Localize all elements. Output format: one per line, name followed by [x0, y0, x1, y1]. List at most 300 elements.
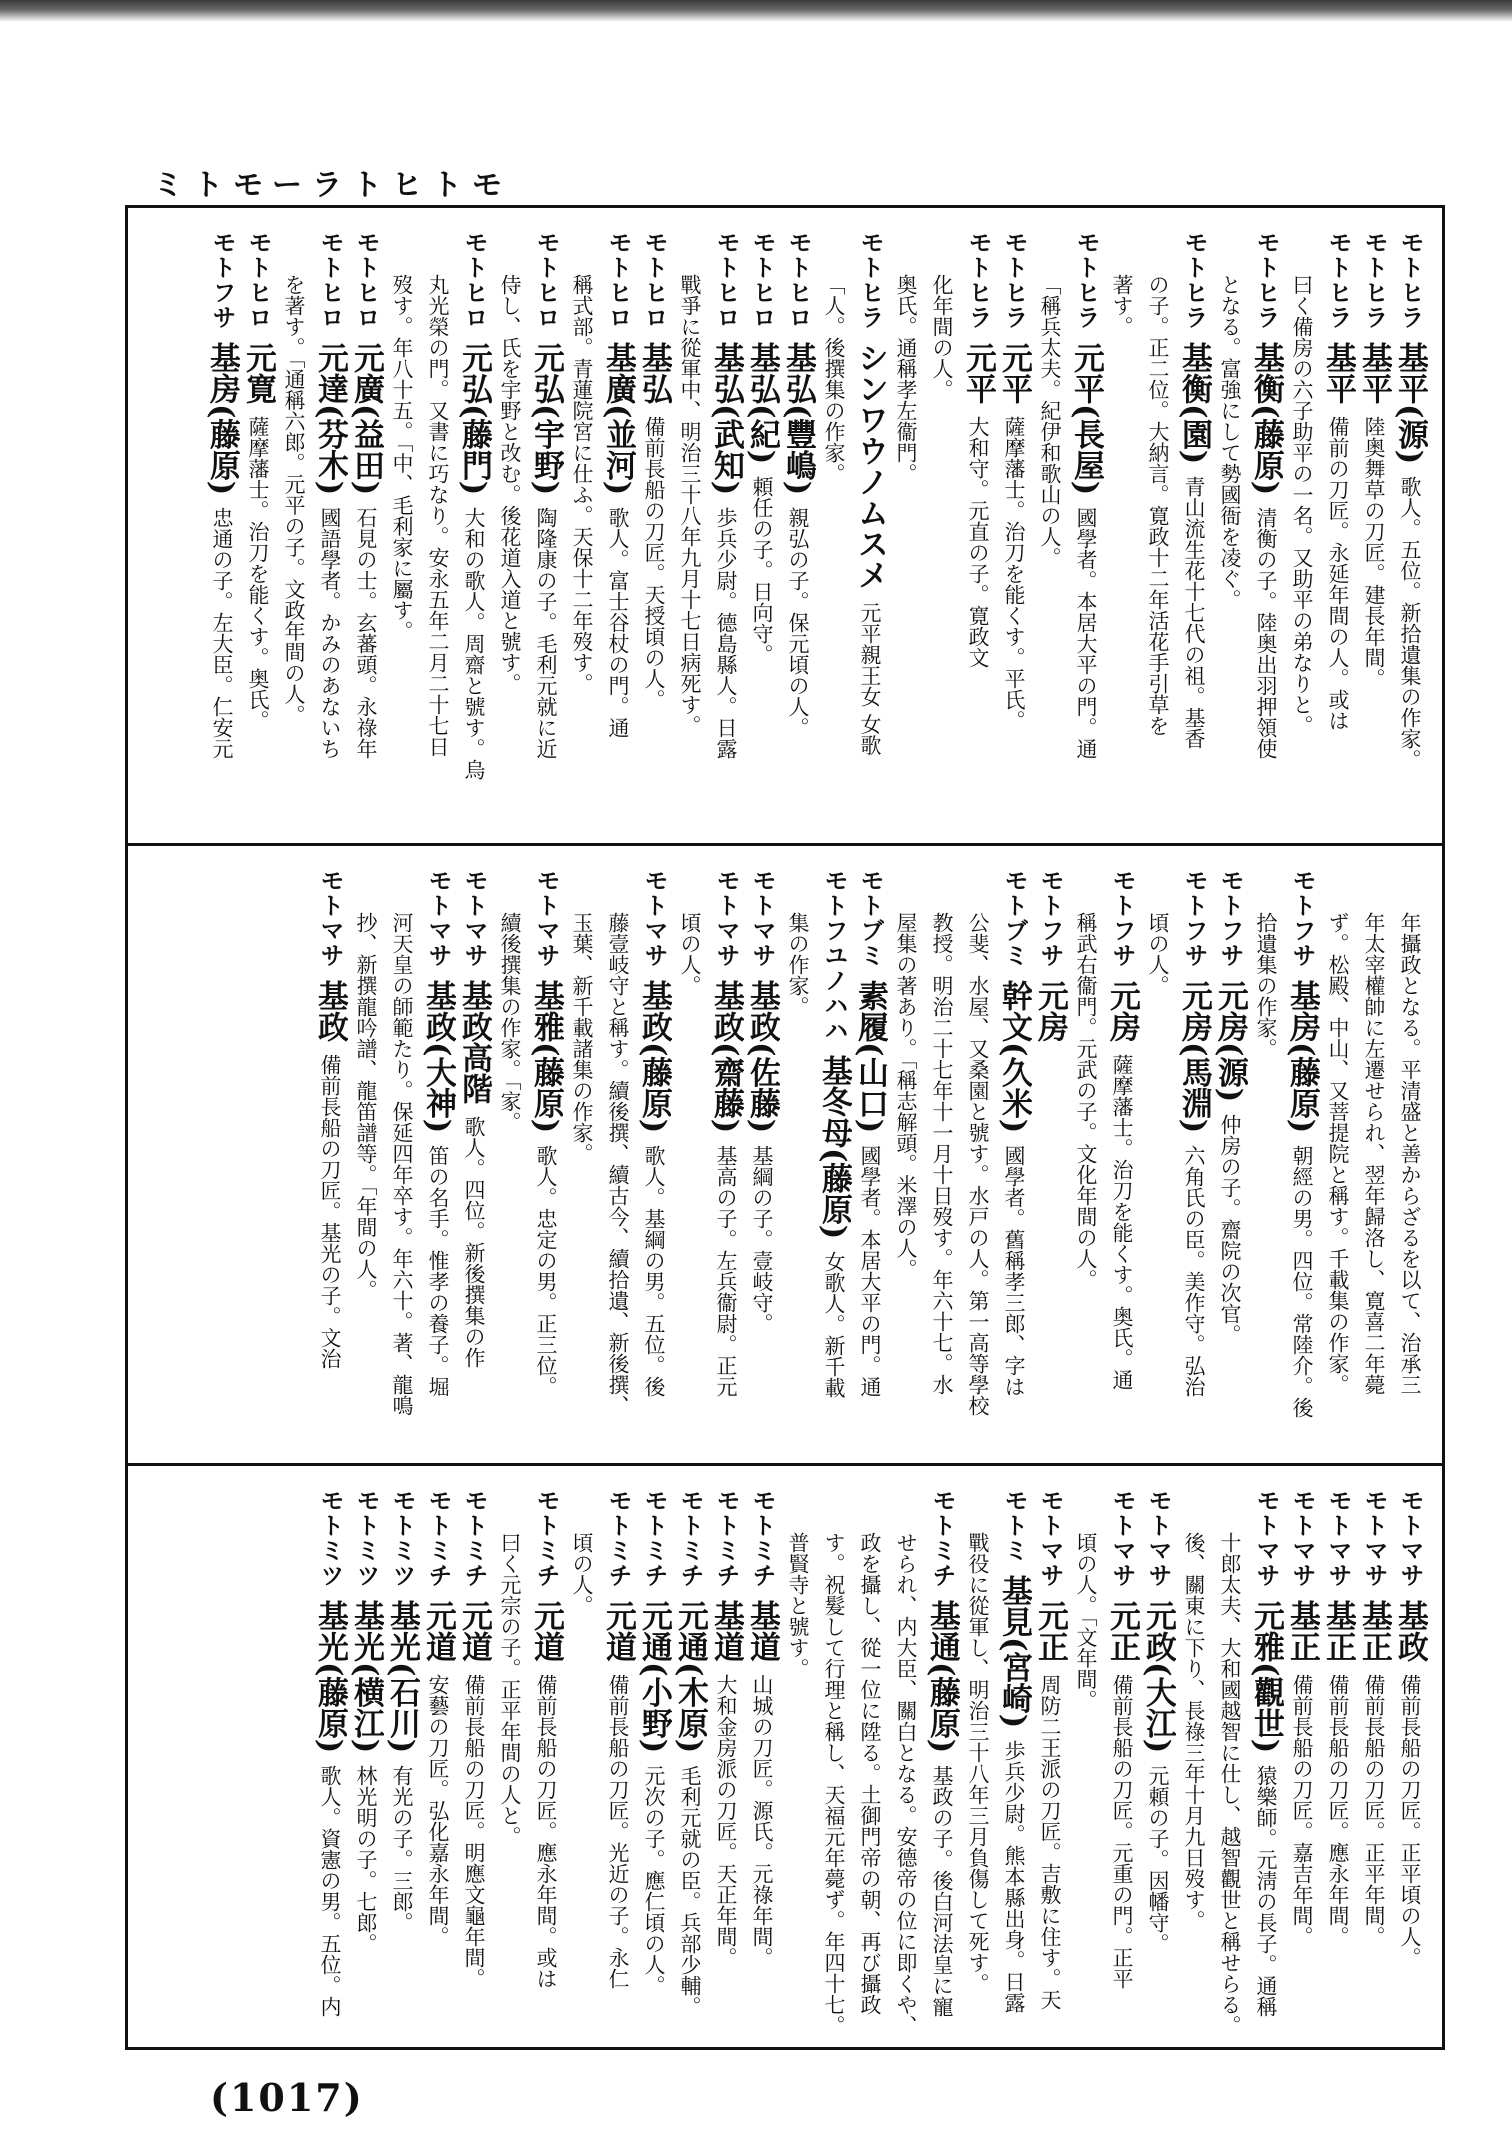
continuation-column	[1032, 230, 1068, 843]
entry-text: 石見の士。玄蕃頭。永祿年	[354, 507, 378, 760]
continuation-column	[816, 1488, 852, 2053]
entry-text: 備前長船の刀匠。基光の子。文治	[318, 1054, 342, 1369]
entry-text: 年攝政となる。平清盛と善からざるを以て、治承三	[1398, 912, 1422, 1395]
entry-headword: 基平	[1320, 342, 1356, 404]
entry-text: 戰爭に從軍中、明治三十八年九月十七日病死す。	[678, 274, 702, 736]
entry-headword: 基道	[744, 1600, 780, 1662]
entry-reading: モトヒロ	[244, 230, 272, 330]
entry-column	[600, 1488, 636, 2053]
entry-text: 頼任の子。日向守。	[750, 476, 774, 666]
entry-text: 元頼の子。因幡守。	[1146, 1765, 1170, 1955]
entry-headword: 基政	[312, 980, 348, 1042]
entry-text: の子。正二位。大納言。寛政十二年活花手引草を	[1146, 274, 1170, 736]
continuation-column	[492, 230, 528, 843]
entry-text: 「人。後撰集の作家。	[822, 274, 846, 484]
entry-column	[996, 868, 1032, 1463]
continuation-column	[1140, 230, 1176, 843]
continuation-column	[780, 1488, 816, 2053]
entry-column	[1140, 1488, 1176, 2053]
entry-reading: モトマサ	[712, 868, 740, 968]
entry-column	[672, 1488, 708, 2053]
entry-text: 備前長船の刀匠。應永年間。或は	[534, 1674, 558, 1989]
entry-headword: 元弘(宇野)	[528, 342, 564, 496]
entry-text: 林光明の子。七郎。	[354, 1765, 378, 1955]
entry-headword: 基弘(紀)	[744, 342, 780, 465]
entry-text: 備前長船の刀匠。正平年間。	[1362, 1674, 1386, 1947]
entry-reading: モトヒロ	[352, 230, 380, 330]
entry-text: 曰く元宗の子。正平年間の人と。	[498, 1532, 522, 1847]
entry-column	[1212, 868, 1248, 1463]
entry-text: 基政の子。後白河法皇に寵	[930, 1765, 954, 2018]
entry-column	[420, 868, 456, 1463]
entry-text: 周防二王派の刀匠。吉敷に住す。天	[1038, 1674, 1062, 2010]
entry-reading: モトミツ	[388, 1488, 416, 1588]
entry-text: 屋集の著あり。「稱志解頭。米澤の人。	[894, 912, 918, 1280]
entry-headword: 基道	[708, 1600, 744, 1662]
entry-text: 薩摩藩士。治刀を能くす。奥氏。	[246, 416, 270, 731]
entry-headword: 元平(長屋)	[1068, 342, 1104, 496]
entry-reading: モトフサ	[1288, 868, 1316, 968]
continuation-column	[852, 1488, 888, 2053]
entry-headword: 基雅(藤原)	[528, 980, 564, 1134]
continuation-column	[1140, 868, 1176, 1463]
entry-text: 稱式部。青蓮院宮に仕ふ。天保十二年歿す。	[570, 274, 594, 694]
entry-reading: モトマサ	[424, 868, 452, 968]
entry-headword: 元通(小野)	[636, 1600, 672, 1754]
continuation-column	[564, 1488, 600, 2053]
entry-reading: モトマサ	[1144, 1488, 1172, 1588]
entry-headword: 基正	[1320, 1600, 1356, 1662]
continuation-column	[1392, 868, 1428, 1463]
entry-text: 基綱の子。壹岐守。	[750, 1145, 774, 1335]
entry-reading: モトミチ	[676, 1488, 704, 1588]
entry-reading: モトミ	[1000, 1488, 1028, 1563]
continuation-column	[1068, 868, 1104, 1463]
entry-reading: モトヒラ	[1000, 230, 1028, 330]
entry-reading: モトフサ	[208, 230, 236, 330]
entry-column	[528, 1488, 564, 2053]
entry-text: 歌人。五位。新拾遺集の作家。	[1398, 476, 1422, 771]
entry-reading: モトヒラ	[1252, 230, 1280, 330]
entry-text: 稱武右衞門。元武の子。文化年間の人。	[1074, 912, 1098, 1290]
entry-headword: 元寛	[240, 342, 276, 404]
entry-headword: 元道	[420, 1600, 456, 1662]
entry-headword: 元道	[528, 1600, 564, 1662]
entry-reading: モトマサ	[1108, 1488, 1136, 1588]
entry-headword: 元平	[960, 342, 996, 404]
entry-text: 六角氏の臣。美作守。弘治	[1182, 1145, 1206, 1398]
entry-text: 陸奥舞草の刀匠。建長年間。	[1362, 416, 1386, 689]
entry-text: 元次の子。應仁頃の人。	[642, 1765, 666, 1997]
entry-headword: 基平	[1356, 342, 1392, 404]
entry-column	[1320, 1488, 1356, 2053]
entry-text: 仲房の子。齋院の次官。	[1218, 1114, 1242, 1346]
entry-text: 國學者。本居大平の門。通	[1074, 507, 1098, 760]
entry-reading: モトマサ	[1360, 1488, 1388, 1588]
entry-reading: モトマサ	[640, 868, 668, 968]
entry-reading: モトミツ	[352, 1488, 380, 1588]
entry-column	[1176, 868, 1212, 1463]
entry-text: 山城の刀匠。源氏。元祿年間。	[750, 1674, 774, 1968]
entry-column	[456, 1488, 492, 2053]
entry-text: 頃の人。	[570, 1532, 594, 1616]
entry-reading: モトヒロ	[532, 230, 560, 330]
tier-top	[128, 208, 1442, 843]
entry-text: 元平親王女 女歌	[858, 602, 882, 756]
entry-headword: 基弘(武知)	[708, 342, 744, 496]
entry-reading: モトマサ	[1396, 1488, 1424, 1588]
entry-text: 備前の刀匠。永延年間の人。或は	[1326, 416, 1350, 731]
entry-text: 大和の歌人。周齋と號す。烏	[462, 507, 486, 781]
entry-text: ず。松殿、中山、又菩提院と稱す。千載集の作家。	[1326, 912, 1350, 1395]
entry-text: 玉葉、新千載諸集の作家。	[570, 912, 594, 1164]
entry-headword: 元房(馬淵)	[1176, 980, 1212, 1134]
entry-headword: 基正	[1284, 1600, 1320, 1662]
entry-text: 奥氏。通稱孝左衞門。	[894, 274, 918, 484]
entry-headword: 基光(藤原)	[312, 1600, 348, 1754]
entry-headword: 基政(齋藤)	[708, 980, 744, 1134]
entry-text: す。祝髮して行理と稱し、天福元年薨ず。年四十七。	[822, 1532, 846, 2036]
entry-text: 國語學者。かみのあないち	[318, 507, 342, 760]
entry-reading: モトフサ	[1216, 868, 1244, 968]
entry-reading: モトミチ	[712, 1488, 740, 1588]
entry-reading: モトミツ	[316, 1488, 344, 1588]
entry-reading: モトヒラ	[964, 230, 992, 330]
entry-column	[1392, 1488, 1428, 2053]
entry-column	[1284, 1488, 1320, 2053]
continuation-column	[924, 230, 960, 843]
entry-headword: 基房(藤原)	[204, 342, 240, 496]
entry-column	[960, 230, 996, 843]
entry-reading: モトヒロ	[784, 230, 812, 330]
entry-text: 後、關東に下り、長祿三年十月九日歿す。	[1182, 1532, 1206, 1931]
entry-text: 備前長船の刀匠。應永年間。	[1326, 1674, 1350, 1947]
entry-column	[456, 230, 492, 843]
entry-text: 年太宰權帥に左遷せられ、翌年歸洛し、寛喜二年薨	[1362, 912, 1386, 1395]
entry-column	[1248, 230, 1284, 843]
entry-text: 教授。明治二十七年十一月十日歿す。年六十七。水	[930, 912, 954, 1395]
entry-headword: 基見(宮崎)	[996, 1575, 1032, 1729]
entry-column	[636, 230, 672, 843]
entry-text: 朝經の男。四位。常陸介。後	[1290, 1145, 1314, 1419]
entry-text: 普賢寺と號す。	[786, 1532, 810, 1679]
entry-column	[1320, 230, 1356, 843]
entry-text: 歩兵少尉。德島縣人。日露	[714, 507, 738, 760]
entry-text: 歌人。忠定の男。正三位。	[534, 1145, 558, 1398]
entry-headword: 元道	[600, 1600, 636, 1662]
entry-text: 歌人。富士谷杖の門。通	[606, 507, 630, 739]
entry-headword: 元達(芬木)	[312, 342, 348, 496]
entry-column	[456, 868, 492, 1463]
entry-headword: 元道	[456, 1600, 492, 1662]
entry-text: 歌人。基綱の男。五位。後	[642, 1145, 666, 1398]
entry-reading: モトヒロ	[640, 230, 668, 330]
entry-text: を著す。「通稱六郎。元平の子。文政年間の人。	[282, 274, 306, 726]
entry-column	[348, 230, 384, 843]
continuation-column	[924, 868, 960, 1463]
entry-headword: 基正	[1356, 1600, 1392, 1662]
entry-headword: シンワウノムスメ	[852, 342, 888, 590]
entry-column	[1104, 868, 1140, 1463]
entry-column	[744, 230, 780, 843]
entry-headword: 元正	[1104, 1600, 1140, 1662]
running-head: ミトモーラトヒトモ	[153, 168, 512, 203]
continuation-column	[1248, 868, 1284, 1463]
entry-reading: モトヒラ	[1360, 230, 1388, 330]
entry-column	[1392, 230, 1428, 843]
entry-text: 公斐、水屋、又桑園と號す。水戸の人。第一高等學校	[966, 912, 990, 1416]
entry-text: 十郎太夫、大和國越智に仕し、越智觀世と稱せらる。	[1218, 1532, 1242, 2036]
entry-reading: モトマサ	[1324, 1488, 1352, 1588]
entry-text: 頃の人。	[678, 912, 702, 996]
entry-column	[708, 1488, 744, 2053]
entry-text: 歌人。四位。新後撰集の作	[462, 1116, 486, 1368]
entry-column	[744, 868, 780, 1463]
entry-reading: モトフサ	[1180, 868, 1208, 968]
entry-reading: モトミチ	[928, 1488, 956, 1588]
entry-headword: 素履(山口)	[852, 980, 888, 1134]
continuation-column	[672, 230, 708, 843]
entry-text: 集の作家。	[786, 912, 810, 1017]
entry-column	[348, 1488, 384, 2053]
entry-reading: モトヒラ	[1396, 230, 1424, 330]
continuation-column	[960, 868, 996, 1463]
entry-headword: 基政	[1392, 1600, 1428, 1662]
continuation-column	[384, 230, 420, 843]
entry-text: 備前長船の刀匠。正平頃の人。	[1398, 1674, 1422, 1968]
entry-column	[996, 230, 1032, 843]
entry-column	[816, 868, 852, 1463]
entry-reading: モトマサ	[748, 868, 776, 968]
entry-text: 笛の名手。惟孝の養子。堀	[426, 1145, 450, 1398]
entry-text: 拾遺集の作家。	[1254, 912, 1278, 1059]
entry-text: 備前長船の刀匠。明應文龜年間。	[462, 1674, 486, 1989]
entry-column	[312, 230, 348, 843]
entry-column	[528, 230, 564, 843]
continuation-column	[960, 1488, 996, 2053]
entry-column	[744, 1488, 780, 2053]
entry-headword: 基政(大神)	[420, 980, 456, 1134]
entry-text: 青山流生花十七代の祖。基香	[1182, 476, 1206, 750]
entry-headword: 基弘(豐嶋)	[780, 342, 816, 496]
entry-reading: モトヒロ	[460, 230, 488, 330]
entry-headword: 元雅(觀世)	[1248, 1600, 1284, 1754]
continuation-column	[672, 868, 708, 1463]
continuation-column	[888, 230, 924, 843]
entry-column	[528, 868, 564, 1463]
page-number: (1017)	[210, 2075, 364, 2120]
entry-headword: 幹文(久米)	[996, 980, 1032, 1134]
entry-column	[780, 230, 816, 843]
entry-column	[852, 230, 888, 843]
tier-bottom	[128, 1463, 1442, 2053]
entry-text: 安藝の刀匠。弘化嘉永年間。	[426, 1674, 450, 1947]
entry-column	[312, 1488, 348, 2053]
entry-reading: モトマサ	[460, 868, 488, 968]
entry-reading: モトヒラ	[1324, 230, 1352, 330]
entry-text: 頃の人。「文年間。	[1074, 1532, 1098, 1711]
entry-reading: モトヒロ	[316, 230, 344, 330]
entry-headword: 元廣(益田)	[348, 342, 384, 496]
continuation-column	[1320, 868, 1356, 1463]
entry-text: 有光の子。三郎。	[390, 1765, 414, 1934]
continuation-column	[1176, 1488, 1212, 2053]
entry-headword: 基冬母(藤原)	[816, 1055, 852, 1240]
entry-reading: モトヒラ	[856, 230, 884, 330]
entry-text: 大和守。元直の子。寛政文	[966, 416, 990, 668]
entry-text: 陶隆康の子。毛利元就に近	[534, 507, 558, 760]
entry-headword: 基房(藤原)	[1284, 980, 1320, 1134]
entry-text: 續後撰集の作家。「家。	[498, 912, 522, 1133]
entry-column	[312, 868, 348, 1463]
entry-text: 曰く備房の六子助平の一名。又助平の弟なりと。	[1290, 274, 1314, 736]
entry-column	[708, 230, 744, 843]
entry-headword: 基衡(藤原)	[1248, 342, 1284, 496]
entry-column	[1284, 868, 1320, 1463]
entry-text: 備前長船の刀匠。天授頃の人。	[642, 416, 666, 710]
entry-headword: 基光(石川)	[384, 1600, 420, 1754]
entry-column	[1068, 230, 1104, 843]
entry-headword: 元房	[1032, 980, 1068, 1042]
continuation-column	[564, 868, 600, 1463]
continuation-column	[492, 868, 528, 1463]
entry-reading: モトブミ	[856, 868, 884, 968]
entry-text: 薩摩藩士。治刀を能くす。平氏。	[1002, 416, 1026, 731]
continuation-column	[420, 230, 456, 843]
entry-column	[852, 868, 888, 1463]
entry-text: 女歌人。新千載	[822, 1251, 846, 1399]
entry-text: 侍し、氏を宇野と改む。後花道入道と號す。	[498, 274, 522, 694]
entry-column	[996, 1488, 1032, 2053]
entry-text: 毛利元就の臣。兵部少輔。	[678, 1765, 702, 2018]
entry-column	[1104, 1488, 1140, 2053]
continuation-column	[1356, 868, 1392, 1463]
entry-column	[1248, 1488, 1284, 2053]
entry-headword: 元平	[996, 342, 1032, 404]
entry-column	[1356, 1488, 1392, 2053]
continuation-column	[1104, 230, 1140, 843]
entry-headword: 元政(大江)	[1140, 1600, 1176, 1754]
entry-text: 藤壹岐守と稱す。續後撰、續古今、續拾遺、新後撰、	[606, 912, 630, 1416]
dictionary-page	[125, 205, 1445, 2050]
entry-text: 戰役に從軍し、明治三十八年三月負傷して死す。	[966, 1532, 990, 1994]
continuation-column	[384, 868, 420, 1463]
entry-text: 猿樂師。元淸の長子。通稱	[1254, 1765, 1278, 2018]
entry-text: 歩兵少尉。熊本縣出身。日露	[1002, 1740, 1026, 2014]
entry-column	[420, 1488, 456, 2053]
entry-reading: モトミチ	[604, 1488, 632, 1588]
continuation-column	[816, 230, 852, 843]
entry-column	[1032, 868, 1068, 1463]
entry-column	[1176, 230, 1212, 843]
entry-reading: モトミチ	[640, 1488, 668, 1588]
entry-headword: 基光(横江)	[348, 1600, 384, 1754]
entry-text: 政を攝し、從一位に陞る。土御門帝の朝、再び攝政	[858, 1532, 882, 2015]
entry-reading: モトマサ	[1252, 1488, 1280, 1588]
entry-text: 「稱兵太夫。紀伊和歌山の人。	[1038, 274, 1062, 568]
entry-headword: 基衡(園)	[1176, 342, 1212, 465]
entry-headword: 元弘(藤門)	[456, 342, 492, 496]
entry-column	[1032, 1488, 1068, 2053]
continuation-column	[1068, 1488, 1104, 2053]
continuation-column	[1212, 230, 1248, 843]
continuation-column	[888, 868, 924, 1463]
entry-headword: 基政高階	[456, 980, 492, 1104]
entry-reading: モトフユノハハ	[820, 868, 848, 1043]
entry-headword: 元正	[1032, 1600, 1068, 1662]
entry-column	[636, 1488, 672, 2053]
entry-reading: モトマサ	[1288, 1488, 1316, 1588]
continuation-column	[492, 1488, 528, 2053]
entry-column	[924, 1488, 960, 2053]
entry-headword: 元房	[1104, 980, 1140, 1042]
entry-text: 抄、新撰龍吟譜、龍笛譜等。「年間の人。	[354, 912, 378, 1301]
entry-column	[636, 868, 672, 1463]
entry-column	[708, 868, 744, 1463]
entry-text: 歌人。資憲の男。五位。内	[318, 1765, 342, 2018]
entry-text: 大和金房派の刀匠。天正年間。	[714, 1674, 738, 1968]
entry-text: 化年間の人。	[930, 274, 954, 400]
entry-reading: モトブミ	[1000, 868, 1028, 968]
entry-column	[240, 230, 276, 843]
entry-reading: モトフサ	[1108, 868, 1136, 968]
entry-headword: 元房(源)	[1212, 980, 1248, 1103]
entry-reading: モトヒラ	[1072, 230, 1100, 330]
continuation-column	[600, 868, 636, 1463]
entry-column	[600, 230, 636, 843]
entry-text: 備前長船の刀匠。元重の門。正平	[1110, 1674, 1134, 1989]
entry-headword: 基政(佐藤)	[744, 980, 780, 1134]
entry-headword: 元通(木原)	[672, 1600, 708, 1754]
entry-text: 清衡の子。陸奥出羽押領使	[1254, 507, 1278, 760]
scan-edge	[0, 0, 1512, 22]
entry-column	[1356, 230, 1392, 843]
entry-reading: モトマサ	[1036, 1488, 1064, 1588]
entry-text: 備前長船の刀匠。嘉吉年間。	[1290, 1674, 1314, 1947]
entry-reading: モトミチ	[424, 1488, 452, 1588]
entry-headword: 基平(源)	[1392, 342, 1428, 465]
entry-reading: モトヒラ	[1180, 230, 1208, 330]
entry-reading: モトフサ	[1036, 868, 1064, 968]
entry-text: となる。富強にして勢國衙を凌ぐ。	[1218, 274, 1242, 610]
entry-text: 備前長船の刀匠。光近の子。永仁	[606, 1674, 630, 1989]
continuation-column	[1212, 1488, 1248, 2053]
entry-text: 丸光榮の門。又書に巧なり。安永五年二月二十七日	[426, 274, 450, 757]
entry-reading: モトミチ	[532, 1488, 560, 1588]
entry-text: 頃の人。	[1146, 912, 1170, 996]
entry-reading: モトミチ	[460, 1488, 488, 1588]
entry-text: せられ、内大臣、關白となる。安德帝の位に即くや、	[894, 1532, 918, 2036]
entry-text: 忠通の子。左大臣。仁安元	[210, 507, 234, 760]
entry-column	[204, 230, 240, 843]
entry-reading: モトマサ	[532, 868, 560, 968]
entry-headword: 基通(藤原)	[924, 1600, 960, 1754]
entry-headword: 基政(藤原)	[636, 980, 672, 1134]
continuation-column	[780, 868, 816, 1463]
entry-reading: モトヒロ	[748, 230, 776, 330]
entry-text: 基高の子。左兵衞尉。正元	[714, 1145, 738, 1398]
continuation-column	[888, 1488, 924, 2053]
entry-reading: モトミチ	[748, 1488, 776, 1588]
entry-headword: 基廣(並河)	[600, 342, 636, 496]
entry-column	[384, 1488, 420, 2053]
continuation-column	[1284, 230, 1320, 843]
entry-reading: モトヒロ	[604, 230, 632, 330]
continuation-column	[276, 230, 312, 843]
entry-text: 薩摩藩士。治刀を能くす。奥氏。通	[1110, 1054, 1134, 1390]
entry-text: 親弘の子。保元頃の人。	[786, 507, 810, 739]
entry-text: 河天皇の師範たり。保延四年卒す。年六十。著、龍鳴	[390, 912, 414, 1416]
